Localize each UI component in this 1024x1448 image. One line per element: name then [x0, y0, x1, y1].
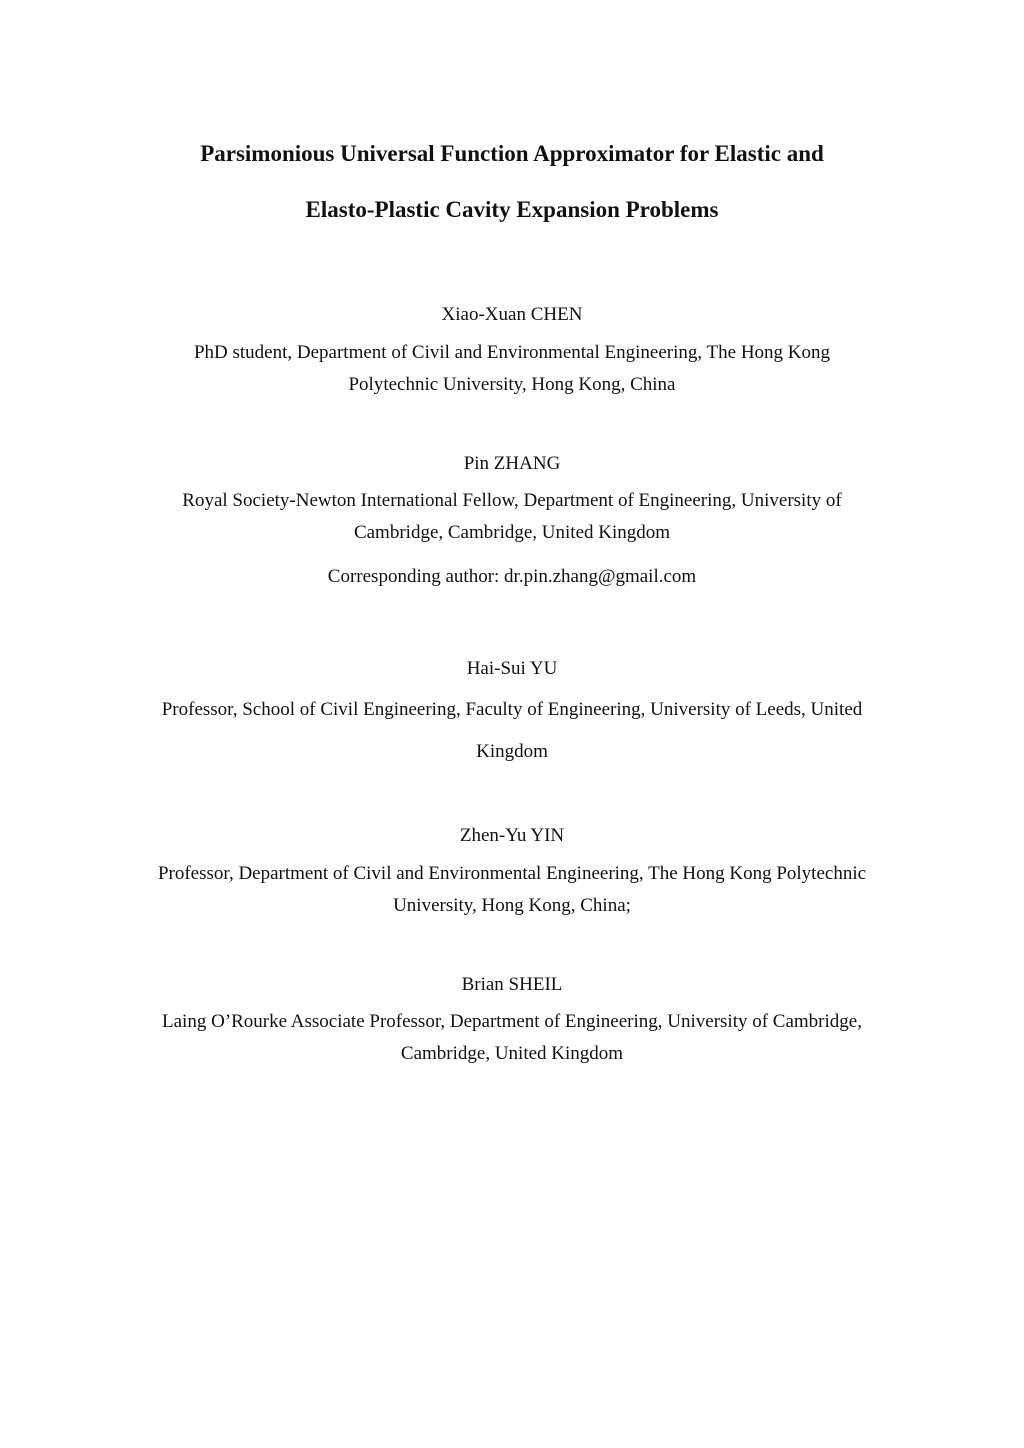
author-affiliation-line: Cambridge, United Kingdom: [400, 1043, 624, 1064]
author-name: Xiao-Xuan CHEN: [441, 304, 583, 325]
author-affiliation-line: Kingdom: [476, 741, 548, 762]
author-affiliation-line: Professor, School of Civil Engineering, Faculty of Engineering, University of Leeds, United: [161, 699, 863, 720]
author-affiliation-line: Professor, Department of Civil and Environmental Engineering, The Hong Kong Polytechnic: [157, 863, 867, 884]
author-name: Pin ZHANG: [463, 453, 561, 474]
author-affiliation-line: Cambridge, Cambridge, United Kingdom: [353, 522, 671, 543]
author-affiliation-line: PhD student, Department of Civil and Environmental Engineering, The Hong Kong: [193, 342, 831, 363]
author-name: Zhen-Yu YIN: [459, 825, 565, 846]
paper-title-line-2: Elasto-Plastic Cavity Expansion Problems: [305, 197, 719, 222]
author-name: Hai-Sui YU: [466, 658, 558, 679]
corresponding-author-note: Corresponding author: dr.pin.zhang@gmail.com: [327, 566, 697, 587]
author-name: Brian SHEIL: [461, 974, 563, 995]
author-affiliation-line: Royal Society-Newton International Fellow, Department of Engineering, University of: [182, 490, 842, 511]
author-affiliation-line: Polytechnic University, Hong Kong, China: [348, 374, 676, 395]
paper-title-line-1: Parsimonious Universal Function Approximator for Elastic and: [200, 141, 824, 166]
author-affiliation-line: University, Hong Kong, China;: [393, 895, 631, 916]
author-affiliation-line: Laing O’Rourke Associate Professor, Department of Engineering, University of Cambridge,: [162, 1011, 862, 1032]
